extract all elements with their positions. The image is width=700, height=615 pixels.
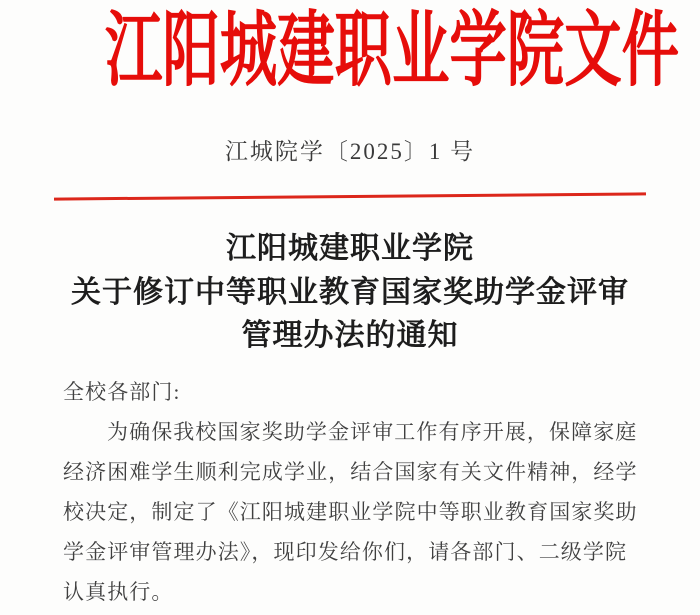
salutation: 全校各部门:: [63, 380, 181, 404]
body-line: 经济困难学生顺利完成学业，结合国家有关文件精神，经学: [63, 460, 638, 484]
document-title: [0, 227, 700, 358]
body-line: 学金评审管理办法》，现印发给你们，请各部门、二级学院: [63, 540, 628, 564]
document-title-line-1: 江阳城建职业学院: [226, 232, 474, 265]
red-header-org-title: 江阳城建职业学院文件: [105, 5, 680, 96]
body-line: 校决定，制定了《江阳城建职业学院中等职业教育国家奖助: [63, 500, 638, 524]
body-line: 为确保我校国家奖助学金评审工作有序开展，保障家庭: [107, 420, 638, 444]
document-title-line-3: 管理办法的通知: [241, 319, 459, 352]
document-title-line-2: 关于修订中等职业教育国家奖助学金评审: [71, 275, 629, 309]
body-line: 认真执行。: [63, 580, 174, 604]
document-body: [63, 372, 641, 612]
red-separator-line: [54, 192, 646, 200]
document-number: 江城院学〔2025〕1 号: [224, 139, 476, 164]
